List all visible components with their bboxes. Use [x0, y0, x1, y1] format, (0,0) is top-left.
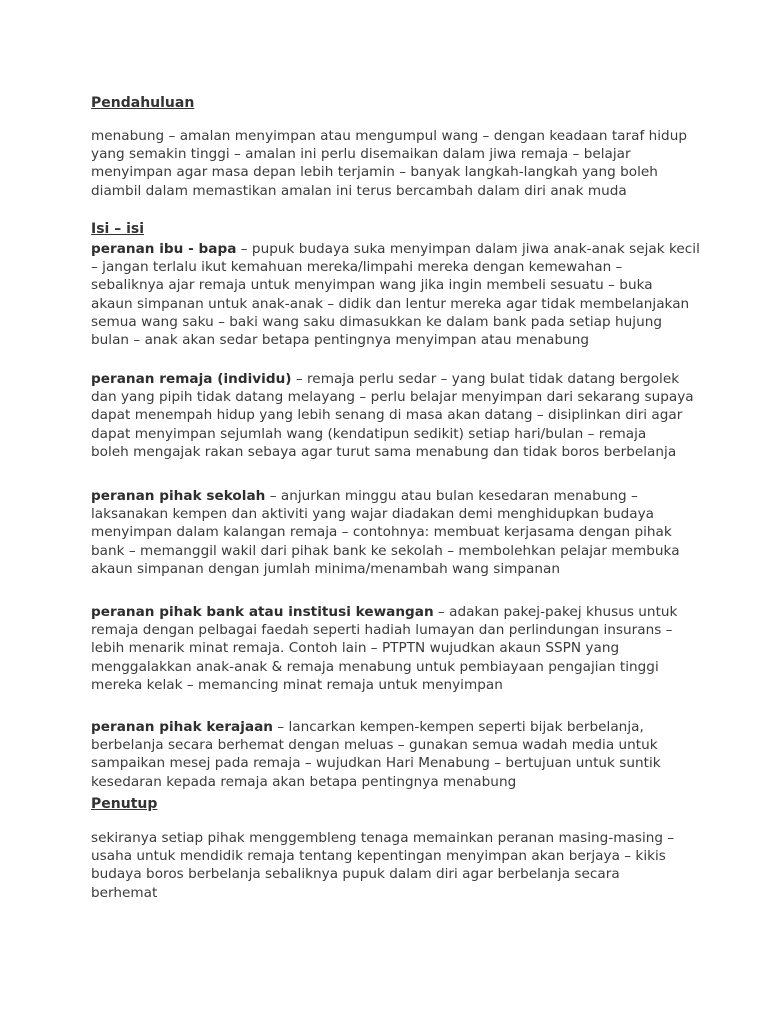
intro-paragraph	[91, 127, 691, 200]
section-line: dan yang pipih tidak datang melayang – perlu belajar menyimpan dari sekarang supaya	[91, 389, 694, 406]
closing-paragraph	[91, 829, 691, 902]
section-lead: peranan ibu - bapa	[91, 241, 237, 257]
section-first-line	[91, 487, 691, 505]
section-first-rest: – lancarkan kempen-kempen seperti bijak berbelanja,	[273, 719, 644, 735]
section-line: dapat menempah hidup yang lebih senang di masa akan datang – disiplinkan diri agar	[91, 407, 683, 424]
heading-pendahuluan: Pendahuluan	[91, 95, 195, 111]
section-line: akaun simpanan dengan jumlah minima/menambah wang simpanan	[91, 560, 561, 577]
section-lead: peranan remaja (individu)	[91, 371, 292, 387]
section-line: menyimpan dalam kalangan remaja – contohnya: membuat kerjasama dengan pihak	[91, 524, 672, 541]
section-first-rest: – remaja perlu sedar – yang bulat tidak datang bergolek	[291, 371, 680, 387]
section-line: bank – memanggil wakil dari pihak bank ke sekolah – membolehkan pelajar membuka	[91, 542, 680, 559]
closing-line-3: budaya boros berbelanja sebaliknya pupuk dalam diri agar berbelanja secara	[91, 866, 620, 883]
section-line: dapat menyimpan sejumlah wang (kendatipun sedikit) setiap hari/bulan – remaja	[91, 425, 647, 442]
section-sekolah	[91, 487, 691, 578]
section-first-rest: – pupuk budaya suka menyimpan dalam jiwa anak-anak sejak kecil	[236, 241, 700, 257]
section-line: semua wang saku – baki wang saku dimasukkan ke dalam bank pada setiap hujung	[91, 313, 663, 330]
section-line: sebaliknya ajar remaja untuk menyimpan wang jika ingin membeli sesuatu – buka	[91, 277, 653, 294]
section-first-line	[91, 240, 700, 258]
section-line: akaun simpanan untuk anak-anak – didik dan lentur mereka agar tidak membelanjakan	[91, 295, 690, 312]
section-line: berbelanja secara berhemat dengan meluas – gunakan semua wadah media untuk	[91, 737, 658, 754]
section-line: remaja dengan pelbagai faedah seperti hadiah lumayan dan perlindungan insurans –	[91, 622, 673, 639]
section-line: mereka kelak – memancing minat remaja untuk menyimpan	[91, 676, 503, 693]
section-line: bulan – anak akan sedar betapa pentingnya menyimpan atau menabung	[91, 332, 590, 349]
section-first-rest: – anjurkan minggu atau bulan kesedaran menabung –	[265, 488, 638, 504]
section-first-line	[91, 603, 691, 621]
intro-line-4: diambil dalam memastikan amalan ini terus bercambah dalam diri anak muda	[91, 182, 627, 199]
heading-penutup: Penutup	[91, 796, 158, 812]
section-kerajaan	[91, 718, 691, 791]
section-first-line	[91, 370, 691, 388]
section-line: boleh mengajak rakan sebaya agar turut sama menabung dan tidak boros berbelanja	[91, 443, 677, 460]
section-line: menggalakkan anak-anak & remaja menabung untuk pembiayaan pengajian tinggi	[91, 658, 659, 675]
intro-line-3: menyimpan agar masa depan lebih terjamin – banyak langkah-langkah yang boleh	[91, 164, 658, 181]
section-lead: peranan pihak bank atau institusi kewangan	[91, 604, 434, 620]
section-lead: peranan pihak sekolah	[91, 488, 266, 504]
intro-line-2: yang semakin tinggi – amalan ini perlu disemaikan dalam jiwa remaja – belajar	[91, 146, 631, 163]
section-line: lebih menarik minat remaja. Contoh lain – PTPTN wujudkan akaun SSPN yang	[91, 640, 620, 657]
heading-isi: Isi – isi	[91, 221, 145, 237]
section-line: sampaikan mesej pada remaja – wujudkan Hari Menabung – bertujuan untuk suntik	[91, 755, 661, 772]
intro-line-1: menabung – amalan menyimpan atau mengumpul wang – dengan keadaan taraf hidup	[91, 128, 687, 144]
closing-line-2: usaha untuk mendidik remaja tentang kepentingan menyimpan akan berjaya – kikis	[91, 848, 666, 865]
section-line: laksanakan kempen dan aktiviti yang wajar diadakan demi menghidupkan budaya	[91, 506, 655, 523]
closing-line-1: sekiranya setiap pihak menggembleng tenaga memainkan peranan masing-masing –	[91, 830, 675, 846]
section-line: – jangan terlalu ikut kemahuan mereka/limpahi mereka dengan kemewahan –	[91, 259, 623, 276]
section-remaja	[91, 370, 694, 461]
section-first-line	[91, 718, 691, 736]
section-ibu-bapa	[91, 240, 700, 349]
closing-line-4: berhemat	[91, 884, 158, 901]
section-bank	[91, 603, 691, 694]
section-line: kesedaran kepada remaja akan betapa pentingnya menabung	[91, 773, 517, 790]
section-first-rest: – adakan pakej-pakej khusus untuk	[433, 604, 678, 620]
section-lead: peranan pihak kerajaan	[91, 719, 273, 735]
